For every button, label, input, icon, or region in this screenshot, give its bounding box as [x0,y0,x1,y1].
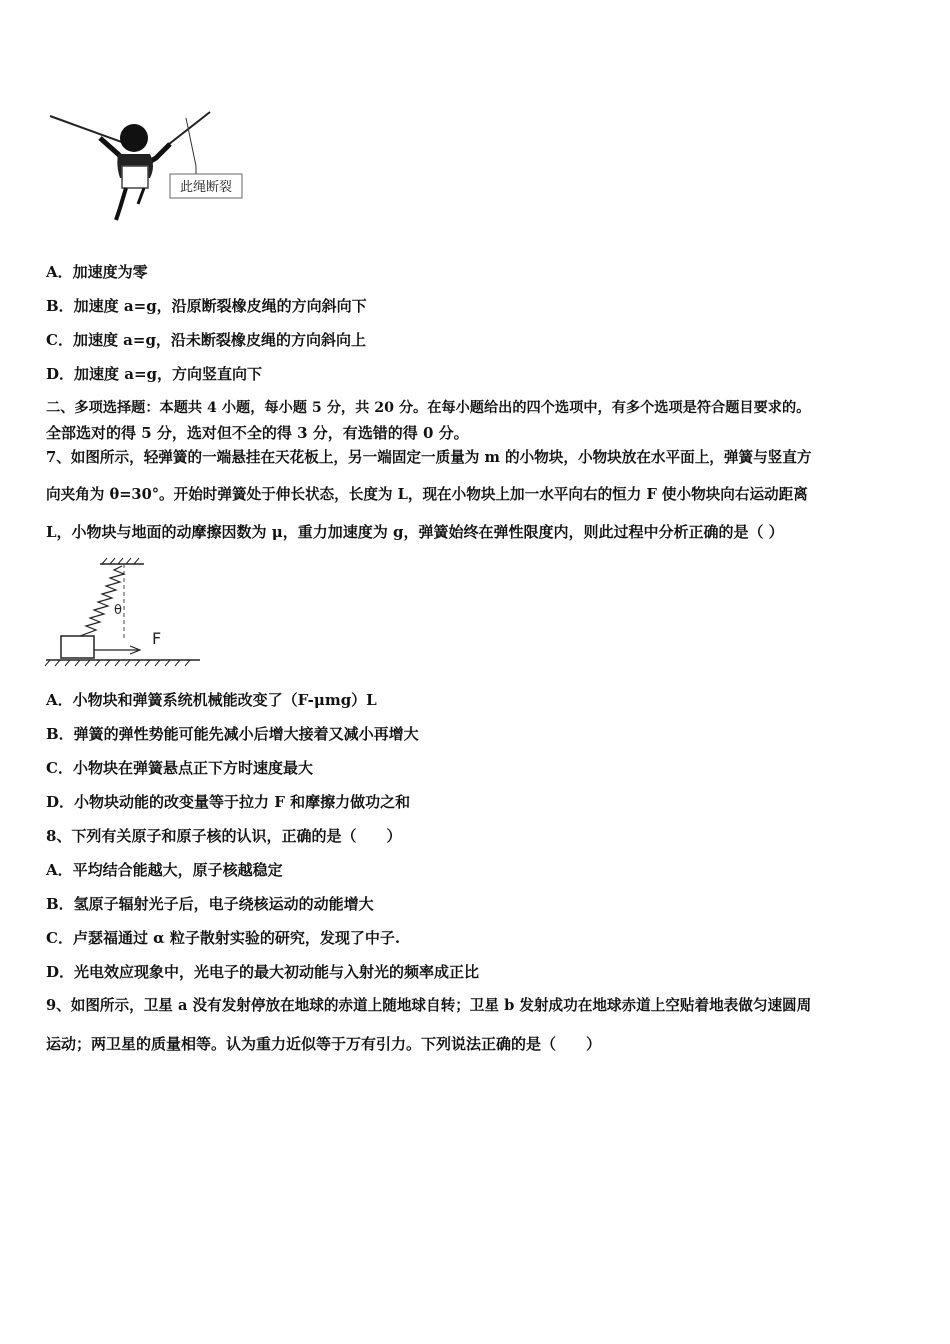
q7-stem-line2: 向夹角为 θ=30°。开始时弹簧处于伸长状态，长度为 L，现在小物块上加一水平向右的恒力 F 使小物块向右运动距离 [46,486,808,503]
q9-stem-line1: 9、如图所示，卫星 a 没有发射停放在地球的赤道上随地球自转；卫星 b 发射成功在地球赤道上空贴着地表做匀速圆周 [46,997,812,1014]
figure1-caption: 此绳断裂 [179,180,233,195]
q6-option-d: D．加速度 a=g，方向竖直向下 [46,365,263,383]
q8-option-c: C．卢瑟福通过 α 粒子散射实验的研究，发现了中子. [46,929,401,947]
q6-option-b: B．加速度 a=g，沿原断裂橡皮绳的方向斜向下 [46,297,367,315]
q7-option-d: D．小物块动能的改变量等于拉力 F 和摩擦力做功之和 [46,793,411,811]
q6-option-a: A．加速度为零 [46,263,148,281]
q7-stem-line3: L，小物块与地面的动摩擦因数为 μ，重力加速度为 g，弹簧始终在弹性限度内，则此过程中分析正确的是（ ） [46,523,784,541]
q8-option-d: D．光电效应现象中，光电子的最大初动能与入射光的频率成正比 [46,963,480,981]
theta-label: θ [114,603,122,618]
q7-stem-line1: 7、如图所示，轻弹簧的一端悬挂在天花板上，另一端固定一质量为 m 的小物块，小物块放在水平面上，弹簧与竖直方 [46,449,812,466]
section2-instructions: 全部选对的得 5 分，选对但不全的得 3 分，有选错的得 0 分。 [46,424,469,442]
q7-option-c: C．小物块在弹簧悬点正下方时速度最大 [46,759,313,777]
figure-spring-block [44,556,208,668]
q6-option-c: C．加速度 a=g，沿未断裂橡皮绳的方向斜向上 [46,331,366,349]
q8-option-b: B．氢原子辐射光子后，电子绕核运动的动能增大 [46,895,374,913]
q9-stem-line2: 运动；两卫星的质量相等。认为重力近似等于万有引力。下列说法正确的是（ ） [46,1035,602,1053]
force-label: F [152,629,162,648]
q8-option-a: A．平均结合能越大，原子核越稳定 [46,861,283,879]
q7-option-a: A．小物块和弹簧系统机械能改变了（F-μmg）L [46,691,377,709]
q8-stem: 8、下列有关原子和原子核的认识，正确的是（ ） [46,827,402,845]
section2-heading: 二、多项选择题：本题共 4 小题，每小题 5 分，共 20 分。在每小题给出的四个选项中，有多个选项是符合题目要求的。 [46,400,811,416]
figure-person-hanging [46,108,251,232]
q7-option-b: B．弹簧的弹性势能可能先减小后增大接着又减小再增大 [46,725,419,743]
